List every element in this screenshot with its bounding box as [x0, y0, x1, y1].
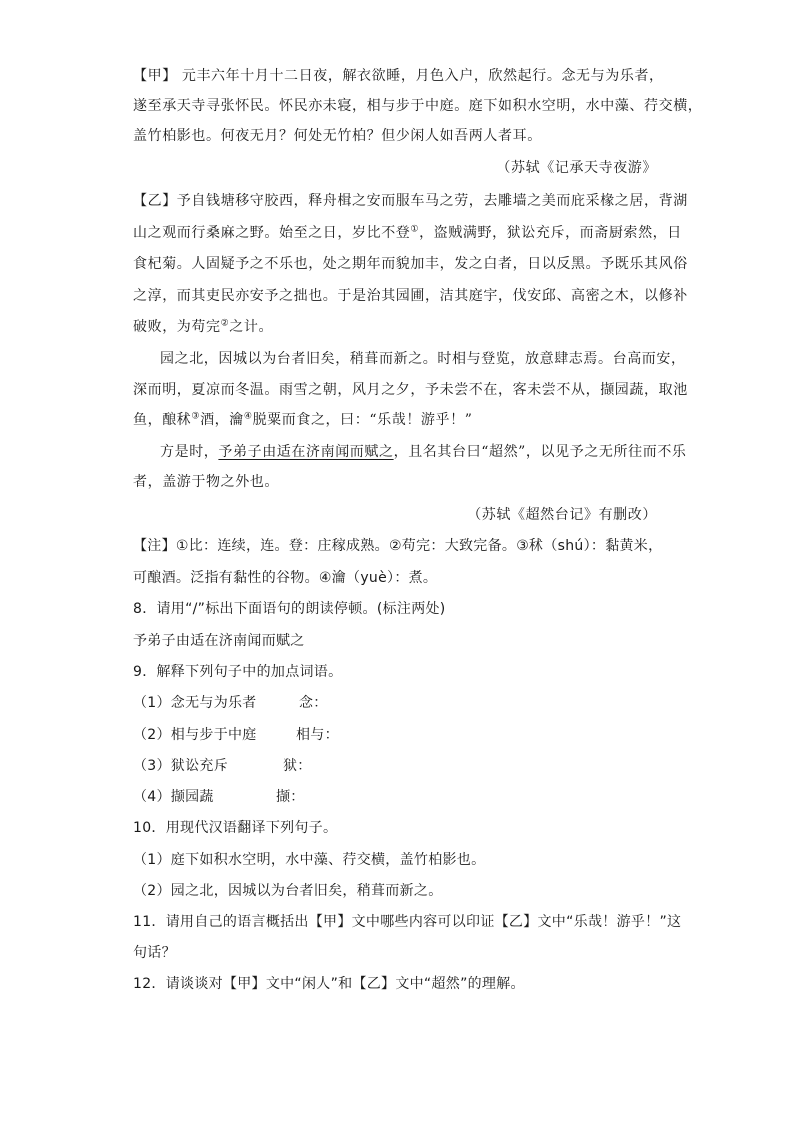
- question-10-item-1: （1）庭下如积水空明，水中藻、荇交横，盖竹柏影也。: [133, 852, 486, 868]
- question-9-item-1: （1）念无与为乐者 念：: [133, 695, 328, 711]
- passage-b-line-4: 之淳，而其吏民亦安予之拙也。于是治其园圃，洁其庭宇，伐安邱、高密之木，以修补: [133, 288, 688, 304]
- footnote-marker: ②: [220, 318, 230, 329]
- passage-a-line-2: 遂至承天寺寻张怀民。怀民亦未寝，相与步于中庭。庭下如积水空明，水中藻、荇交横，: [133, 98, 703, 114]
- passage-b-p3-line-1: 方是时，予弟子由适在济南闻而赋之，且名其台曰“超然”，以见予之无所往而不乐: [160, 444, 687, 460]
- passage-b-p2-line-3: 鱼，酿秫③酒，瀹④脱粟而食之，曰：“乐哉！游乎！”: [133, 411, 473, 428]
- question-9-item-4: （4）撷园蔬 撷：: [133, 789, 305, 805]
- notes-line-2: 可酿酒。泛指有黏性的谷物。④瀹（yuè）：煮。: [133, 570, 438, 586]
- question-8-prompt: 8．请用“/”标出下面语句的朗读停顿。(标注两处): [133, 601, 446, 617]
- passage-b-line-3: 食杞菊。人固疑予之不乐也，处之期年而貌加丰，发之白者，日以反黑。予既乐其风俗: [133, 256, 688, 272]
- passage-b-line-2: 山之观而行桑麻之野。始至之日，岁比不登①，盗贼满野，狱讼充斥，而斋厨索然，日: [133, 224, 682, 241]
- passage-b-line-1: 【乙】予自钱塘移守胶西，释舟楫之安而服车马之劳，去雕墙之美而庇采椽之居，背湖: [133, 193, 688, 209]
- passage-a-line-3: 盖竹柏影也。何夜无月？何处无竹柏？但少闲人如吾两人者耳。: [133, 128, 542, 144]
- underlined-sentence: 予弟子由适在济南闻而赋之: [218, 444, 394, 460]
- passage-a-line-1: 【甲】 元丰六年十月十二日夜，解衣欲睡，月色入户，欣然起行。念无与为乐者，: [133, 68, 664, 84]
- question-8-sentence: 予弟子由适在济南闻而赋之: [133, 633, 305, 649]
- question-10-item-2: （2）园之北，因城以为台者旧矣，稍葺而新之。: [133, 883, 443, 899]
- footnote-marker: ④: [243, 411, 253, 422]
- passage-b-p2-line-2: 深而明，夏凉而冬温。雨雪之朝，风月之夕，予未尝不在，客未尝不从，撷园蔬，取池: [133, 382, 688, 398]
- question-9-item-3: （3）狱讼充斥 狱：: [133, 758, 312, 774]
- question-10-prompt: 10．用现代汉语翻译下列句子。: [133, 820, 338, 836]
- passage-b-line-5: 破败，为苟完②之计。: [133, 318, 274, 335]
- notes-line-1: 【注】①比：连续，连。登：庄稼成熟。②苟完：大致完备。③秫（shú）：黏黄米，: [133, 538, 663, 554]
- question-11-line-2: 句话？: [133, 945, 176, 961]
- footnote-marker: ③: [191, 411, 201, 422]
- passage-b-source: （苏轼《超然台记》有删改）: [467, 507, 657, 523]
- passage-a-source: （苏轼《记承天寺夜游》: [496, 160, 657, 176]
- passage-b-p2-line-1: 园之北，因城以为台者旧矣，稍葺而新之。时相与登览，放意肆志焉。台高而安，: [160, 351, 686, 367]
- question-9-prompt: 9．解释下列句子中的加点词语。: [133, 664, 343, 680]
- passage-b-p3-line-2: 者，盖游于物之外也。: [133, 474, 279, 490]
- question-12-prompt: 12．请谈谈对【甲】文中“闲人”和【乙】文中“超然”的理解。: [133, 976, 525, 992]
- question-11-line-1: 11．请用自己的语言概括出【甲】文中哪些内容可以印证【乙】文中“乐哉！游乎！”这: [133, 914, 682, 930]
- question-9-item-2: （2）相与步于中庭 相与：: [133, 727, 339, 743]
- footnote-marker: ①: [410, 224, 420, 235]
